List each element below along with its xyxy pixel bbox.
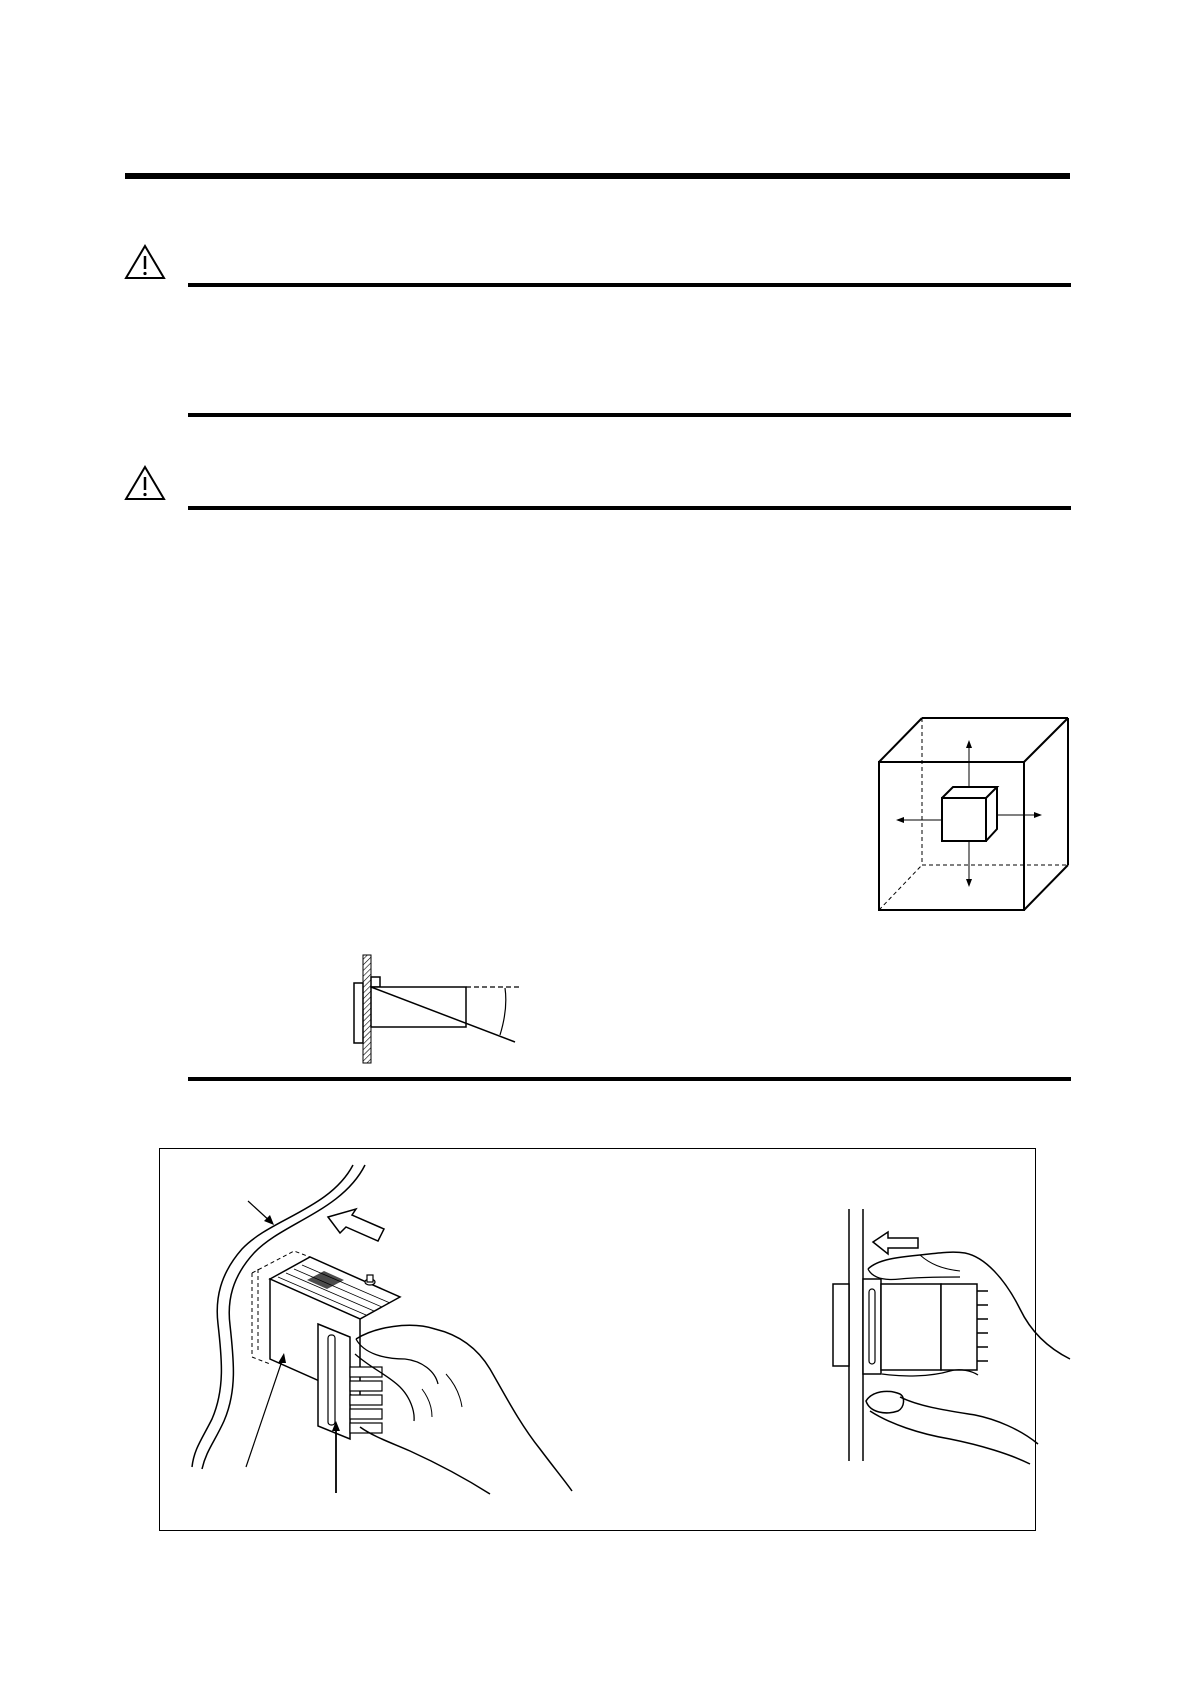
page-title-rule [125,173,1070,179]
warning-triangle-icon [124,244,166,280]
warning-section-top-rule [188,506,1071,510]
caution-section-bottom-rule [188,413,1071,417]
warning-section-bottom-rule [188,1077,1071,1081]
installation-figure-frame [159,1148,1036,1531]
caution-section-top-rule [188,283,1071,287]
panel-mounting-angle-diagram [350,955,530,1065]
hand-pushing-controller-flush-illustration [620,1149,1037,1532]
warning-triangle-icon [124,465,166,501]
mounting-orientation-cube-diagram [870,715,1075,915]
hand-inserting-controller-into-panel-illustration [160,1149,620,1532]
